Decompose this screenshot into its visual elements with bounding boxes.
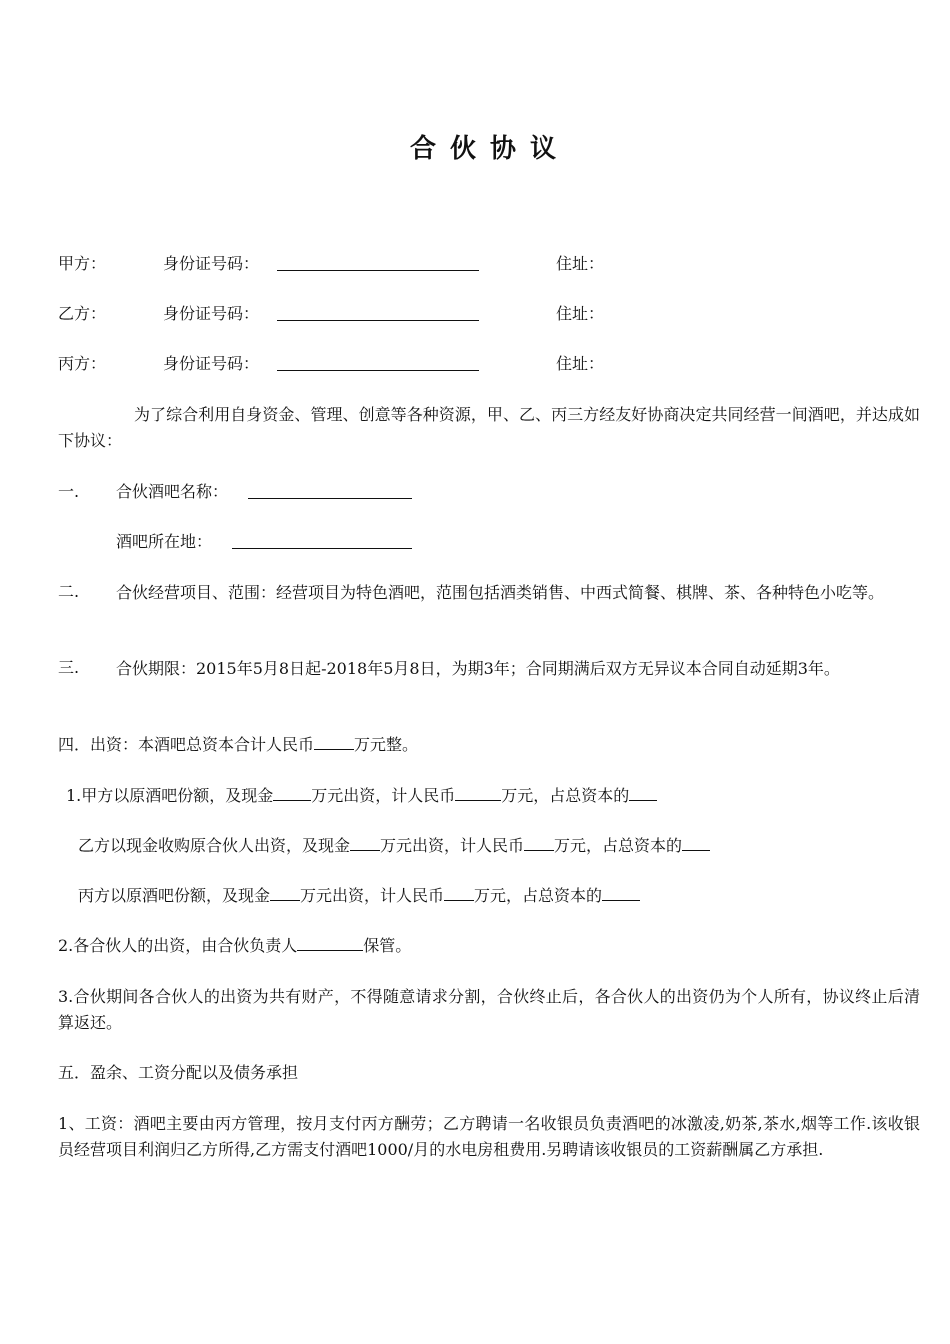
- contribution-text: 万元，占总资本的: [501, 786, 630, 805]
- section-4-heading: [58, 733, 418, 757]
- custodian-blank[interactable]: [297, 935, 363, 951]
- bar-location-blank[interactable]: [232, 533, 412, 549]
- bar-location-label: 酒吧所在地：: [116, 532, 213, 551]
- custody-text: 2.各合伙人的出资，由合伙负责人: [58, 936, 298, 955]
- wage-clause: 1、工资：酒吧主要由丙方管理，按月支付丙方酬劳；乙方聘请一名收银员负责酒吧的冰激凌,奶茶,茶水,烟等工作.该收银员经营项目利润归乙方所得,乙方需支付酒吧1000/月的水电房租费用.另聘请该收银员的工资薪酬属乙方承担.: [58, 1114, 920, 1159]
- id-label: 身份证号码：: [163, 254, 260, 273]
- contribution-text: 万元，占总资本的: [474, 886, 603, 905]
- contribution-text: 万元出资，计人民币: [380, 836, 525, 855]
- address-label: 住址：: [556, 354, 605, 373]
- contribution-text: 丙方以原酒吧份额，及现金: [78, 886, 271, 905]
- document-title: 合伙协议: [409, 134, 570, 164]
- id-label: 身份证号码：: [163, 304, 260, 323]
- contribution-yi: [78, 834, 710, 858]
- cash-blank[interactable]: [350, 835, 380, 851]
- section-2-text: 合伙经营项目、范围：经营项目为特色酒吧，范围包括酒类销售、中西式简餐、棋牌、茶、各种特色小吃等。: [116, 583, 885, 602]
- party-label: 乙方：: [58, 304, 107, 323]
- rmb-blank[interactable]: [524, 835, 554, 851]
- contribution-text: 万元，占总资本的: [554, 836, 683, 855]
- contribution-text: 1.甲方以原酒吧份额，及现金: [66, 786, 274, 805]
- custody-clause: [58, 934, 411, 958]
- section-3-number: 三.: [58, 658, 80, 677]
- id-number-blank[interactable]: [277, 305, 479, 321]
- capital-text-a: 四．出资：本酒吧总资本合计人民币: [58, 735, 315, 754]
- total-capital-blank[interactable]: [314, 734, 354, 750]
- contribution-text: 乙方以现金收购原合伙人出资，及现金: [78, 836, 351, 855]
- cash-blank[interactable]: [273, 785, 311, 801]
- intro-paragraph: 为了综合利用自身资金、管理、创意等各种资源，甲、乙、丙三方经友好协商决定共同经营一间酒吧，并达成如下协议：: [58, 405, 920, 450]
- bar-name-blank[interactable]: [248, 483, 412, 499]
- address-label: 住址：: [556, 304, 605, 323]
- section-1-number: 一.: [58, 482, 80, 501]
- share-blank[interactable]: [682, 835, 710, 851]
- party-label: 甲方：: [58, 254, 107, 273]
- contribution-text: 万元出资，计人民币: [311, 786, 456, 805]
- contribution-jia: [66, 784, 657, 808]
- joint-property-clause: 3.合伙期间各合伙人的出资为共有财产，不得随意请求分割，合伙终止后，各合伙人的出资仍为个人所有，协议终止后清算返还。: [58, 987, 920, 1032]
- contribution-bing: [78, 884, 640, 908]
- rmb-blank[interactable]: [444, 885, 474, 901]
- cash-blank[interactable]: [270, 885, 300, 901]
- share-blank[interactable]: [602, 885, 640, 901]
- section-3-text: 合伙期限：2015年5月8日起-2018年5月8日，为期3年；合同期满后双方无异议本合同自动延期3年。: [116, 659, 840, 678]
- address-label: 住址：: [556, 254, 605, 273]
- contribution-text: 万元出资，计人民币: [300, 886, 445, 905]
- party-label: 丙方：: [58, 354, 107, 373]
- id-number-blank[interactable]: [277, 255, 479, 271]
- id-number-blank[interactable]: [277, 355, 479, 371]
- share-blank[interactable]: [629, 785, 657, 801]
- id-label: 身份证号码：: [163, 354, 260, 373]
- section-2-number: 二.: [58, 582, 80, 601]
- custody-text: 保管。: [363, 936, 412, 955]
- rmb-blank[interactable]: [455, 785, 501, 801]
- section-5-heading: 五．盈余、工资分配以及债务承担: [58, 1063, 299, 1082]
- bar-name-label: 合伙酒吧名称：: [116, 482, 229, 501]
- capital-text-b: 万元整。: [354, 735, 419, 754]
